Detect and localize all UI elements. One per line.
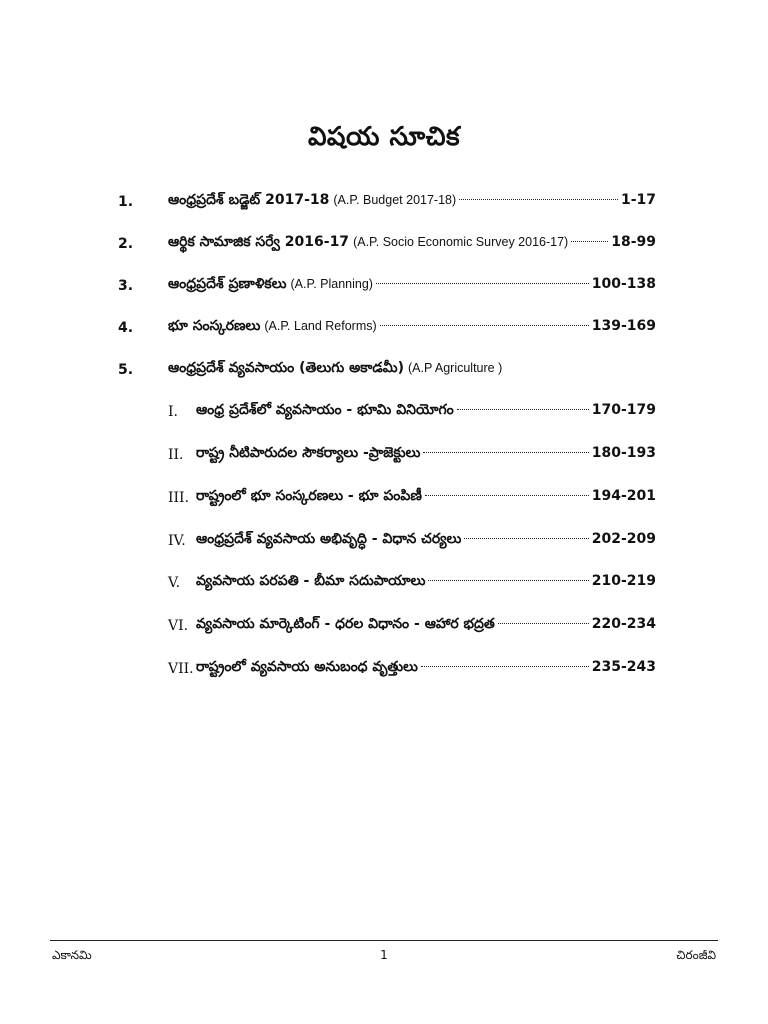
item-title-english: (A.P. Planning) [290, 277, 373, 291]
subitem-number: III. [168, 490, 190, 506]
subitem-number: V. [168, 575, 181, 591]
dot-leader [457, 409, 589, 410]
subitem-pages: 194-201 [591, 488, 656, 504]
item-title-telugu: భూ సంస్కరణలు [168, 318, 261, 334]
item-pages: 100-138 [591, 276, 656, 292]
footer-right: చిరంజీవి [676, 948, 716, 962]
item-title-telugu: ఆంధ్రప్రదేశ్ వ్యవసాయం (తెలుగు అకాడమీ) [168, 360, 404, 376]
dot-leader [423, 452, 588, 453]
item-title-english: (A.P. Budget 2017-18) [333, 193, 457, 207]
dot-leader [380, 325, 589, 326]
item-number: 5. [118, 362, 134, 378]
subitem-number: I. [168, 404, 178, 420]
subitem-title: రాష్ట్ర నీటిపారుదల సౌకర్యాలు -ప్రాజెక్టులు [196, 445, 421, 461]
item-title-english: (A.P. Socio Economic Survey 2016-17) [353, 235, 569, 249]
toc-subitem-5 [0, 571, 768, 597]
subitem-title: ఆంధ్రప్రదేశ్ వ్యవసాయ అభివృద్ధి - విధాన చర్యలు [196, 531, 462, 547]
dot-leader [464, 538, 588, 539]
toc-subitem-1 [0, 400, 768, 426]
item-number: 3. [118, 278, 134, 294]
subitem-pages: 202-209 [591, 531, 656, 547]
subitem-pages: 220-234 [591, 616, 656, 632]
dot-leader [428, 580, 588, 581]
subitem-number: II. [168, 447, 184, 463]
toc-subitem-2 [0, 443, 768, 469]
item-title-telugu: ఆంధ్రప్రదేశ్ బడ్జెట్ 2017-18 [168, 192, 330, 208]
toc-item-2 [0, 232, 768, 258]
item-title-english: (A.P Agriculture ) [408, 361, 503, 375]
toc-subitem-4 [0, 529, 768, 555]
item-pages: 1-17 [620, 192, 656, 208]
subitem-number: IV. [168, 533, 186, 549]
page-title: విషయ సూచిక [307, 122, 461, 152]
item-number: 2. [118, 236, 134, 252]
toc-subitem-7 [0, 657, 768, 683]
subitem-title: వ్యవసాయ మార్కెటింగ్ - ధరల విధానం - ఆహార భద్రత [196, 616, 495, 632]
footer-left: ఎకానమి [52, 948, 92, 962]
item-title-telugu: ఆంధ్రప్రదేశ్ ప్రణాళికలు [168, 276, 287, 292]
toc-item-5 [0, 358, 768, 384]
subitem-pages: 235-243 [591, 659, 656, 675]
toc-item-1 [0, 190, 768, 216]
subitem-pages: 210-219 [591, 573, 656, 589]
item-pages: 139-169 [591, 318, 656, 334]
dot-leader [421, 666, 589, 667]
toc-item-3 [0, 274, 768, 300]
dot-leader [425, 495, 589, 496]
item-title-english: (A.P. Land Reforms) [264, 319, 377, 333]
subitem-title: ఆంధ్ర ప్రదేశ్‌లో వ్యవసాయం - భూమి వినియోగం [196, 402, 454, 418]
dot-leader [459, 199, 618, 200]
page-number: 1 [380, 948, 388, 962]
subitem-title: వ్యవసాయ పరపతి - బీమా సదుపాయాలు [196, 573, 426, 589]
toc-subitem-3 [0, 486, 768, 512]
subitem-number: VI. [168, 618, 189, 634]
toc-item-4 [0, 316, 768, 342]
dot-leader [571, 241, 608, 242]
subitem-title: రాష్ట్రంలో భూ సంస్కరణలు - భూ పంపిణీ [196, 488, 422, 504]
footer-divider [50, 940, 718, 941]
subitem-pages: 180-193 [591, 445, 656, 461]
item-number: 1. [118, 194, 134, 210]
item-pages: 18-99 [611, 234, 656, 250]
subitem-pages: 170-179 [591, 402, 656, 418]
dot-leader [376, 283, 589, 284]
toc-subitem-6 [0, 614, 768, 640]
dot-leader [498, 623, 589, 624]
item-number: 4. [118, 320, 134, 336]
subitem-title: రాష్ట్రంలో వ్యవసాయ అనుబంధ వృత్తులు [196, 659, 418, 675]
item-title-telugu: ఆర్థిక సామాజిక సర్వే 2016-17 [168, 234, 350, 250]
subitem-number: VII. [168, 661, 194, 677]
